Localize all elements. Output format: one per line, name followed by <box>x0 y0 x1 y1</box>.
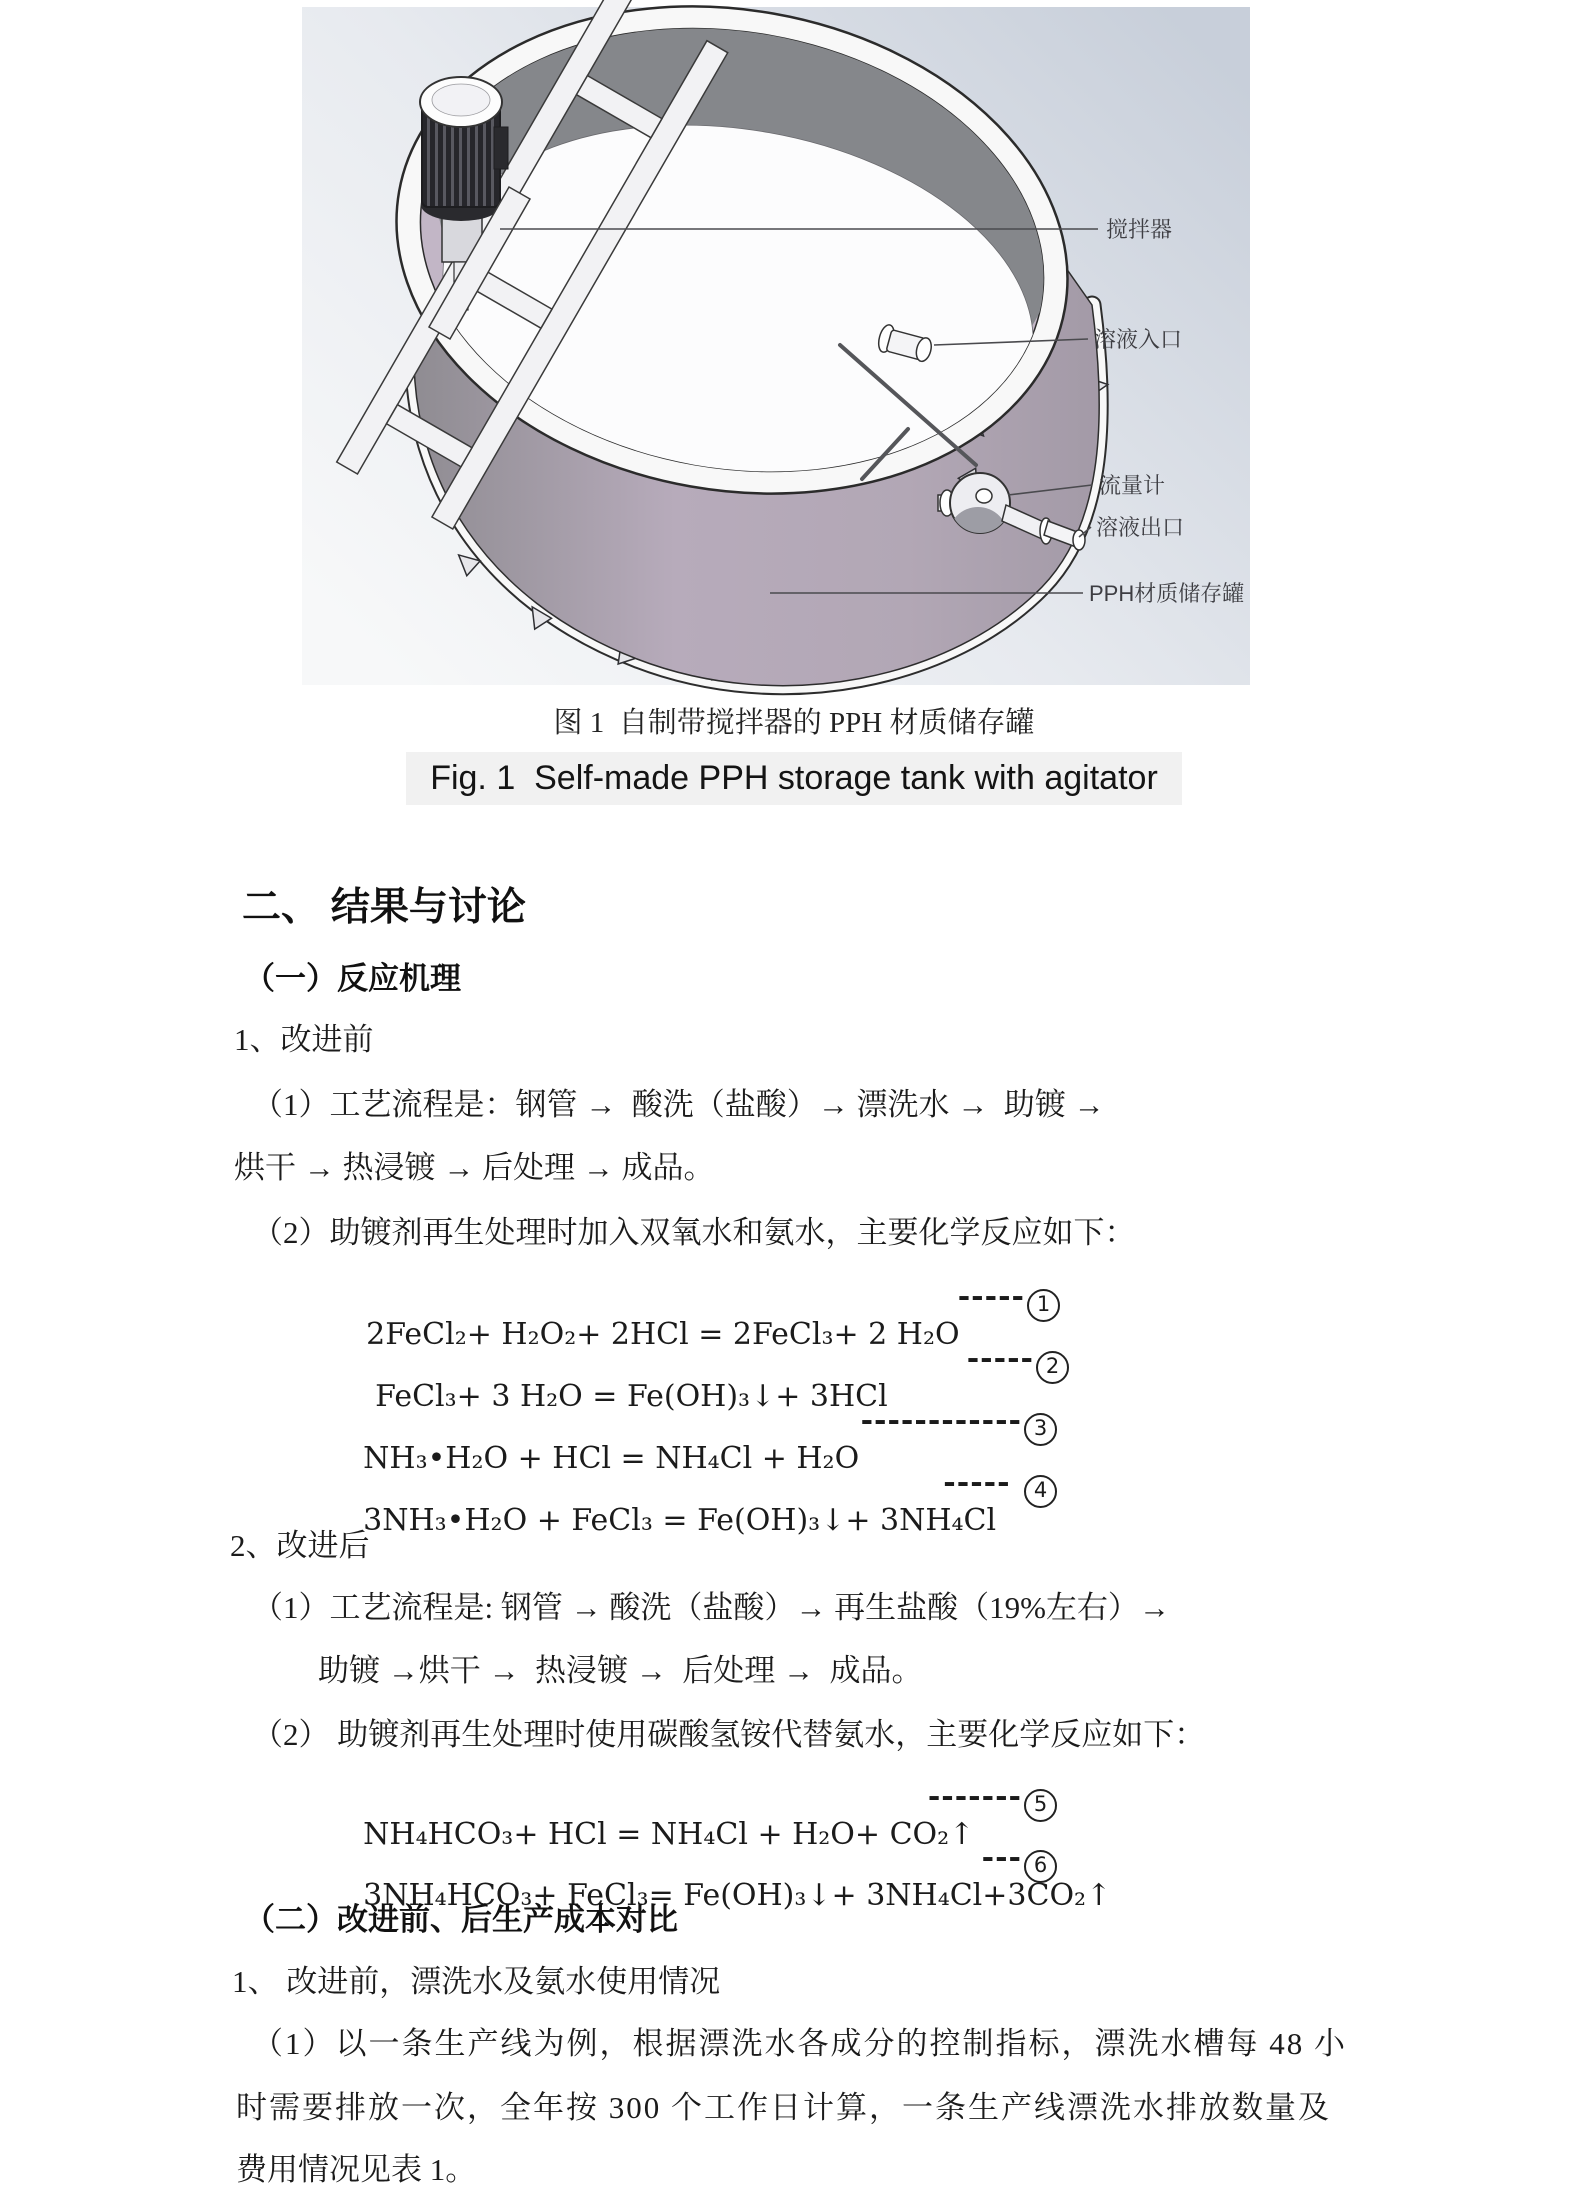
equation-3-number: 3 <box>1024 1413 1057 1446</box>
paragraph-reagent-before: （2）助镀剂再生处理时加入双氧水和氨水，主要化学反应如下： <box>252 1215 1136 1250</box>
equation-1-ref: ----- 1 <box>958 1278 1060 1322</box>
subsection-title-1: （一）反应机理 <box>244 961 461 996</box>
equation-1-formula: 2FeCl₂+ H₂O₂+ 2HCl = 2FeCl₃+ 2 H₂O <box>366 1316 960 1352</box>
cost-list-item: 1、 改进前，漂洗水及氨水使用情况 <box>232 1964 721 1999</box>
equation-2-formula: FeCl₃+ 3 H₂O = Fe(OH)₃↓+ 3HCl <box>375 1378 888 1414</box>
paragraph-reagent-after: （2） 助镀剂再生处理时使用碳酸氢铵代替氨水，主要化学反应如下： <box>252 1717 1206 1752</box>
figure-caption-zh: 图 1 自制带搅拌器的 PPH 材质储存罐 <box>553 707 1035 739</box>
equation-5-number: 5 <box>1024 1789 1057 1822</box>
list-item-before: 1、改进前 <box>234 1022 374 1057</box>
figure-1 <box>302 7 1250 685</box>
section-heading: 二、 结果与讨论 <box>242 886 526 929</box>
figure-caption-en-row <box>0 752 1588 805</box>
process-flow-after-line1: （1）工艺流程是: 钢管 → 酸洗（盐酸）→ 再生盐酸（19%左右）→ <box>252 1590 1170 1625</box>
equation-1-number: 1 <box>1027 1289 1060 1322</box>
figure-caption-en: Fig. 1 Self-made PPH storage tank with agitator <box>406 752 1182 805</box>
label-flow-meter: 流量计 <box>1099 473 1166 498</box>
list-item-after: 2、改进后 <box>230 1528 370 1563</box>
label-agitator: 搅拌器 <box>1106 217 1173 242</box>
label-tank: PPH材质储存罐 <box>1089 581 1245 606</box>
cost-paragraph-line2: 时需要排放一次，全年按 300 个工作日计算，一条生产线漂洗水排放数量及 <box>236 2090 1331 2125</box>
cost-paragraph-line1: （1）以一条生产线为例，根据漂洗水各成分的控制指标，漂洗水槽每 48 小 <box>252 2026 1347 2061</box>
equation-3-ref: ------------ 3 <box>861 1402 1057 1446</box>
equation-5-formula: NH₄HCO₃+ HCl = NH₄Cl + H₂O+ CO₂↑ <box>363 1816 975 1852</box>
label-outlet: 溶液出口 <box>1096 515 1185 540</box>
process-flow-after-line2: 助镀 →烘干 → 热浸镀 → 后处理 → 成品。 <box>318 1653 923 1688</box>
subsection-title-2: （二）改进前、后生产成本对比 <box>244 1902 678 1937</box>
equation-4-formula: 3NH₃•H₂O + FeCl₃ = Fe(OH)₃↓+ 3NH₄Cl <box>363 1502 997 1538</box>
cost-paragraph-line3: 费用情况见表 1。 <box>236 2152 477 2187</box>
label-inlet: 溶液入口 <box>1094 327 1183 352</box>
equation-4-ref: ----- 4 <box>943 1464 1057 1508</box>
equation-5-ref: ------- 5 <box>928 1778 1057 1822</box>
equation-3-formula: NH₃•H₂O + HCl = NH₄Cl + H₂O <box>363 1440 860 1476</box>
equation-6-ref: --- 6 <box>982 1839 1057 1883</box>
equation-6-formula: 3NH₄HCO₃+ FeCl₃= Fe(OH)₃↓+ 3NH₄Cl+3CO₂↑ <box>363 1877 1112 1913</box>
equation-2-number: 2 <box>1036 1351 1069 1384</box>
equation-4-number: 4 <box>1024 1475 1057 1508</box>
equation-6-number: 6 <box>1024 1850 1057 1883</box>
process-flow-before-line2: 烘干 → 热浸镀 → 后处理 → 成品。 <box>234 1150 715 1185</box>
process-flow-before-line1: （1）工艺流程是：钢管 → 酸洗（盐酸）→ 漂洗水 → 助镀 → <box>252 1087 1105 1122</box>
equation-2-ref: ----- 2 <box>967 1340 1069 1384</box>
